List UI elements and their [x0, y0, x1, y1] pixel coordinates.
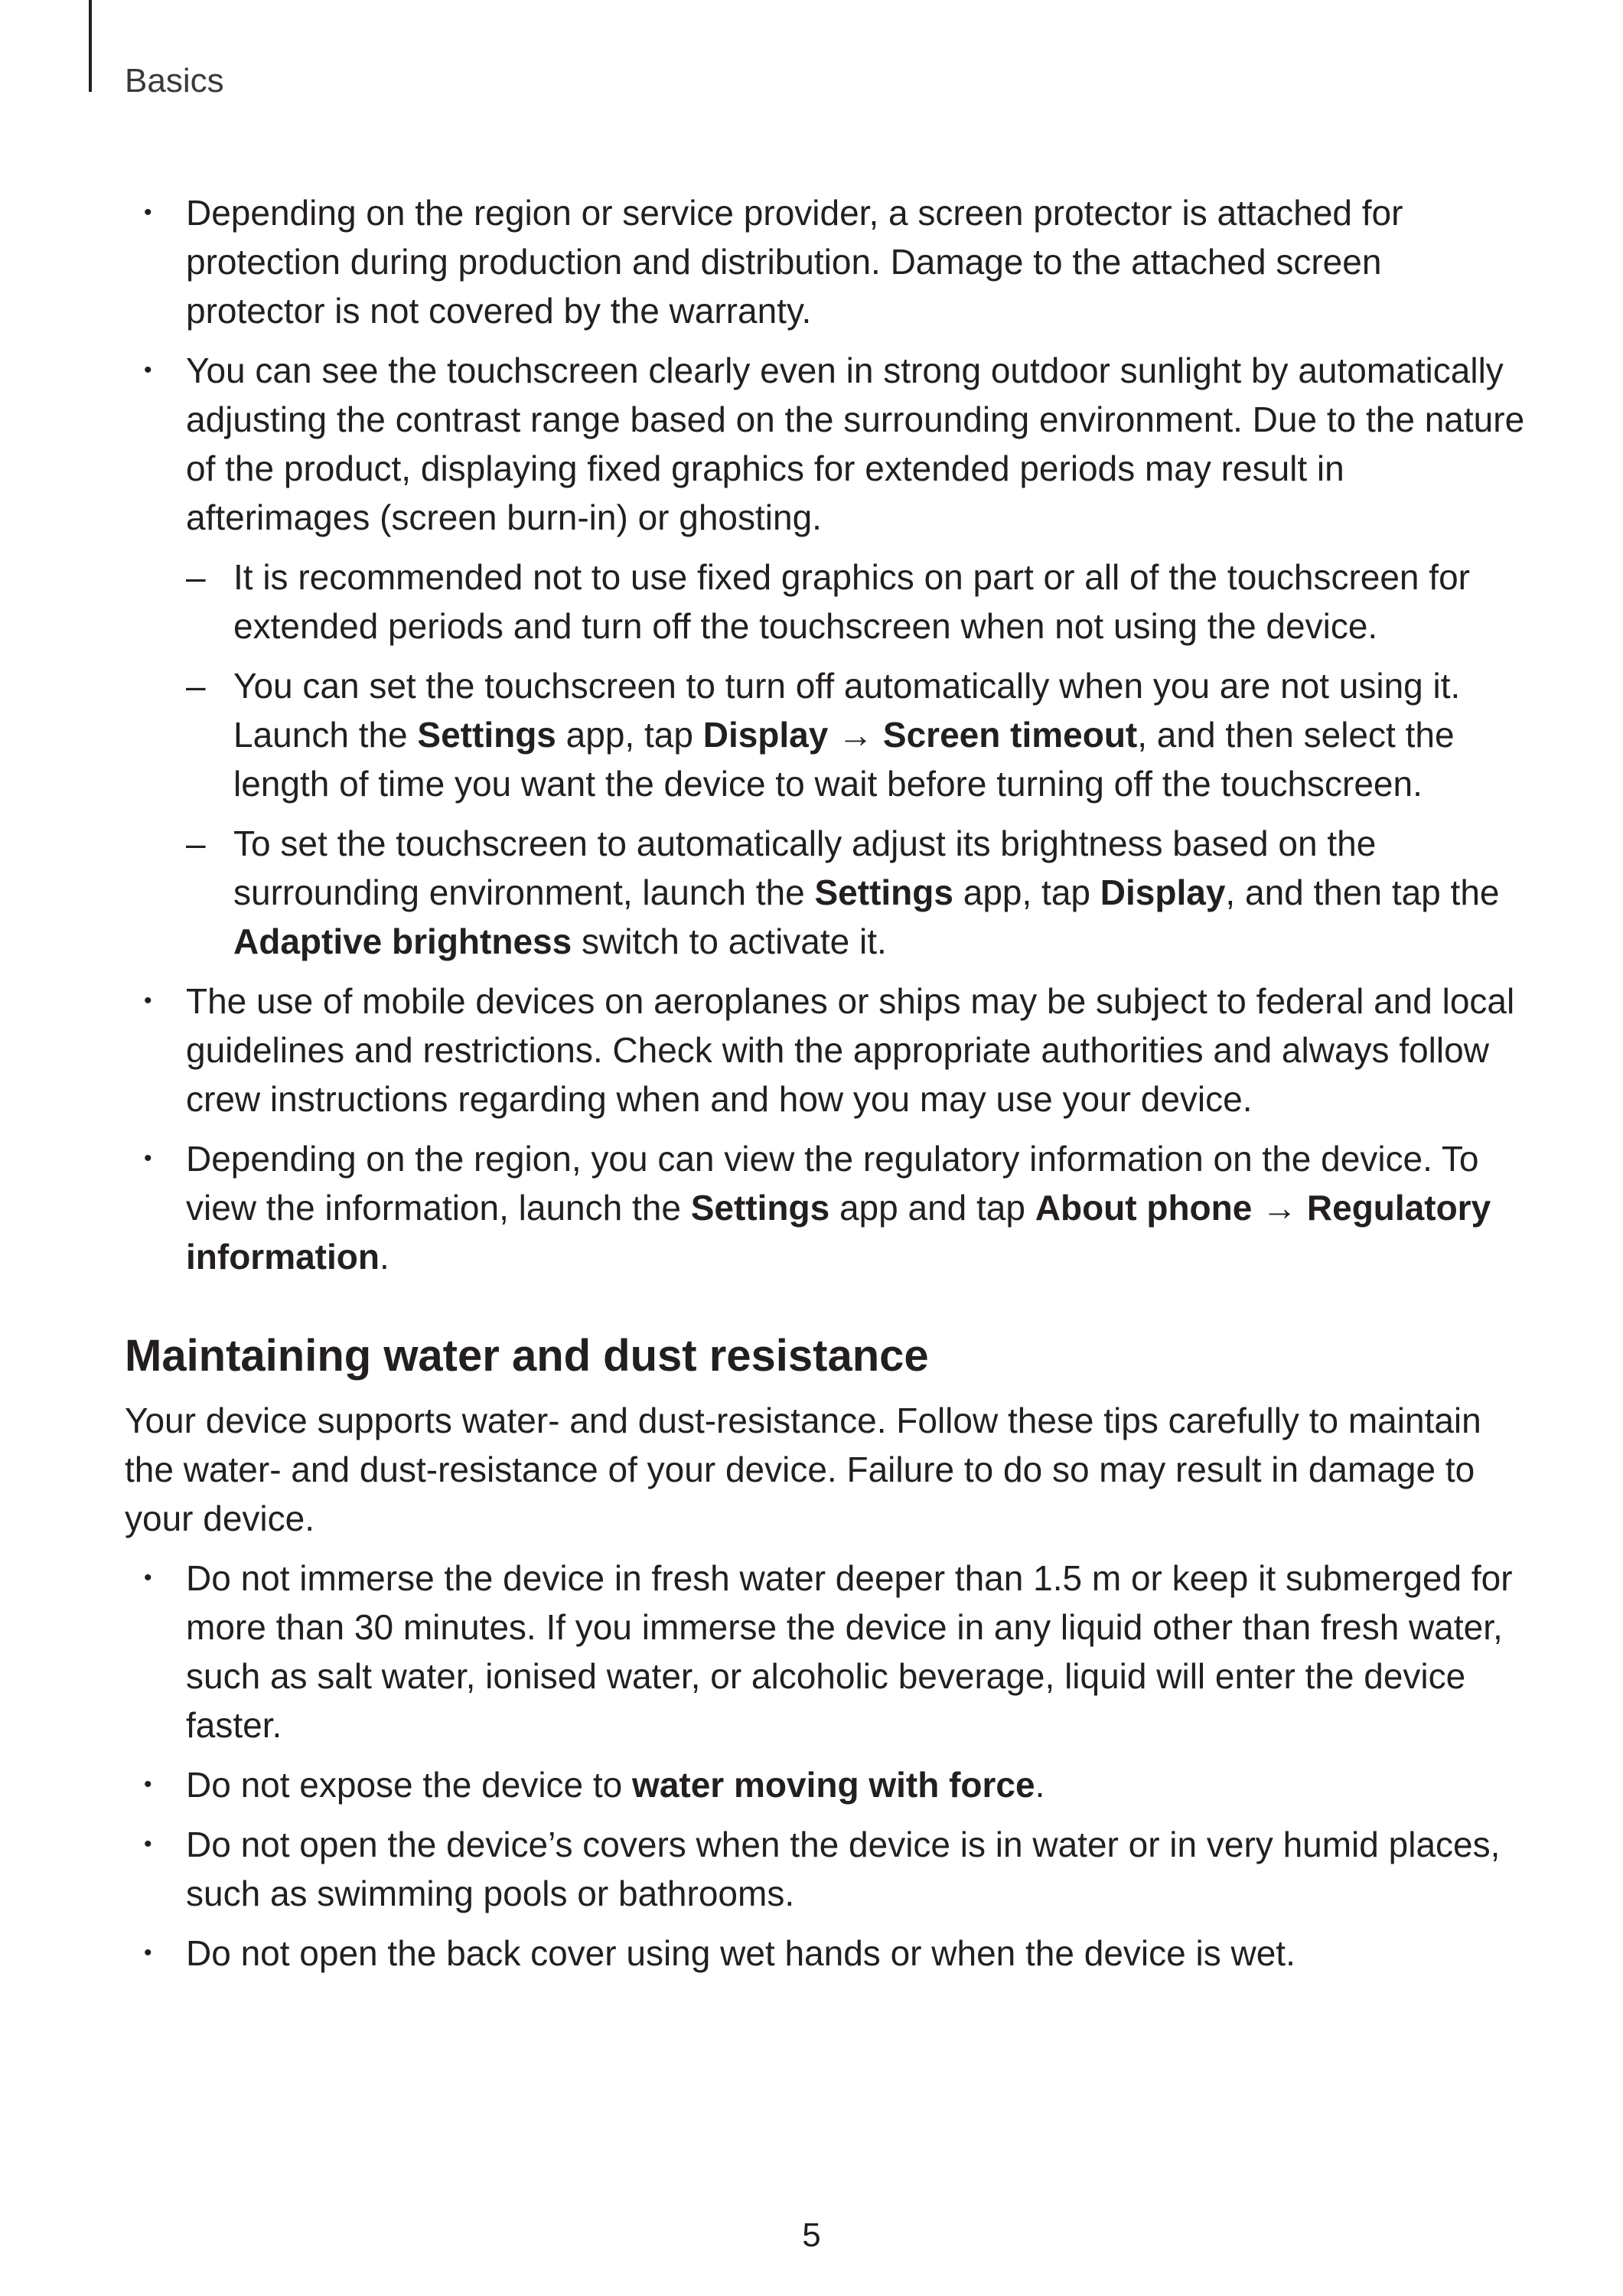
section-intro: Your device supports water- and dust-resistance. Follow these tips carefully to maintain the water- and dust-resistance of your device. Failure to do so may result in damage to your device.: [125, 1401, 1481, 1538]
settings-app-name: Settings: [417, 715, 556, 755]
bullet-text: The use of mobile devices on aeroplanes or ships may be subject to federal and local guidelines and restrictions. Check with the appropriate authorities and always follow crew instructions regarding when and how you may use your device.: [186, 981, 1515, 1119]
bullet-back-cover: [125, 1929, 1525, 1978]
bullet-text: Do not open the back cover using wet hands or when the device is wet.: [186, 1933, 1295, 1973]
dash-marker: –: [186, 557, 206, 597]
sub-item-screen-timeout: [186, 661, 1525, 808]
display-menu-name: Display: [702, 715, 829, 755]
bullet-text: Do not expose the device to water moving with force.: [186, 1765, 1045, 1805]
bullet-immersion-limits: [125, 1554, 1525, 1750]
bullet-marker: •: [144, 1772, 152, 1797]
bullet-marker: •: [144, 988, 152, 1013]
about-phone-menu-name: About phone: [1035, 1188, 1253, 1228]
arrow-glyph: →: [828, 715, 883, 755]
dash-marker: –: [186, 666, 206, 706]
bullet-humid-places: [125, 1820, 1525, 1918]
bullet-text: Do not immerse the device in fresh water deeper than 1.5 m or keep it submerged for more than 30 minutes. If you immerse the device in any liquid other than fresh water, such as salt water, ionised water, or alcoholic beverage, liquid will enter the device faster.: [186, 1558, 1513, 1745]
bullet-marker: •: [144, 1940, 152, 1965]
page-content: [125, 188, 1525, 1988]
burn-in-sub-list: [186, 553, 1525, 966]
sub-item-text: You can set the touchscreen to turn off automatically when you are not using it. Launch the Settings app, tap Display → Screen timeout, and then select the length of time you want the device to wait before turning off the touchscreen.: [233, 666, 1461, 804]
regulatory-information-menu-name: Regulatory information: [186, 1188, 1491, 1277]
bullet-marker: •: [144, 200, 152, 225]
dash-marker: –: [186, 823, 206, 863]
bullet-marker: •: [144, 1831, 152, 1857]
bullet-marker: •: [144, 1565, 152, 1590]
bullet-marker: •: [144, 357, 152, 383]
settings-app-name: Settings: [814, 872, 953, 912]
page-number: 5: [802, 2216, 821, 2254]
sub-item-text: It is recommended not to use fixed graphics on part or all of the touchscreen for extended periods and turn off the touchscreen when not using the device.: [233, 557, 1470, 646]
arrow-glyph: →: [1252, 1188, 1307, 1228]
bullet-text: Depending on the region, you can view the regulatory information on the device. To view the information, launch the Settings app and tap About phone → Regulatory information.: [186, 1139, 1491, 1277]
bullet-regulatory-info: [125, 1134, 1525, 1281]
sub-item-text: To set the touchscreen to automatically adjust its brightness based on the surrounding environment, launch the Settings app, tap Display, and then tap the Adaptive brightness switch to activate it.: [233, 823, 1500, 961]
display-menu-name: Display: [1100, 872, 1226, 912]
settings-app-name: Settings: [690, 1188, 830, 1228]
bullet-water-force: [125, 1760, 1525, 1809]
section-heading: Maintaining water and dust resistance: [125, 1331, 929, 1381]
bullet-marker: •: [144, 1146, 152, 1171]
adaptive-brightness-switch-name: Adaptive brightness: [233, 921, 572, 961]
water-resistance-bullet-list: [125, 1554, 1525, 1978]
screen-timeout-menu-name: Screen timeout: [882, 715, 1138, 755]
bullet-sunlight-visibility: [125, 346, 1525, 966]
emphasis-water-moving-with-force: water moving with force: [632, 1765, 1035, 1805]
header-rule: [89, 0, 92, 92]
notice-bullet-list: [125, 188, 1525, 1281]
bullet-screen-protector: [125, 188, 1525, 335]
bullet-text: You can see the touchscreen clearly even in strong outdoor sunlight by automatically adjusting the contrast range based on the surrounding environment. Due to the nature of the product, displaying fixed graphics for extended periods may result in afterimages (screen burn-in) or ghosting.: [186, 351, 1525, 537]
bullet-aeroplanes-ships: [125, 977, 1525, 1124]
bullet-text: Depending on the region or service provider, a screen protector is attached for protection during production and distribution. Damage to the attached screen protector is not covered by the warranty.: [186, 193, 1403, 331]
sub-item-adaptive-brightness: [186, 819, 1525, 966]
running-head: Basics: [125, 62, 224, 99]
bullet-text: Do not open the device’s covers when the device is in water or in very humid places, such as swimming pools or bathrooms.: [186, 1825, 1501, 1913]
sub-item-fixed-graphics: [186, 553, 1525, 651]
